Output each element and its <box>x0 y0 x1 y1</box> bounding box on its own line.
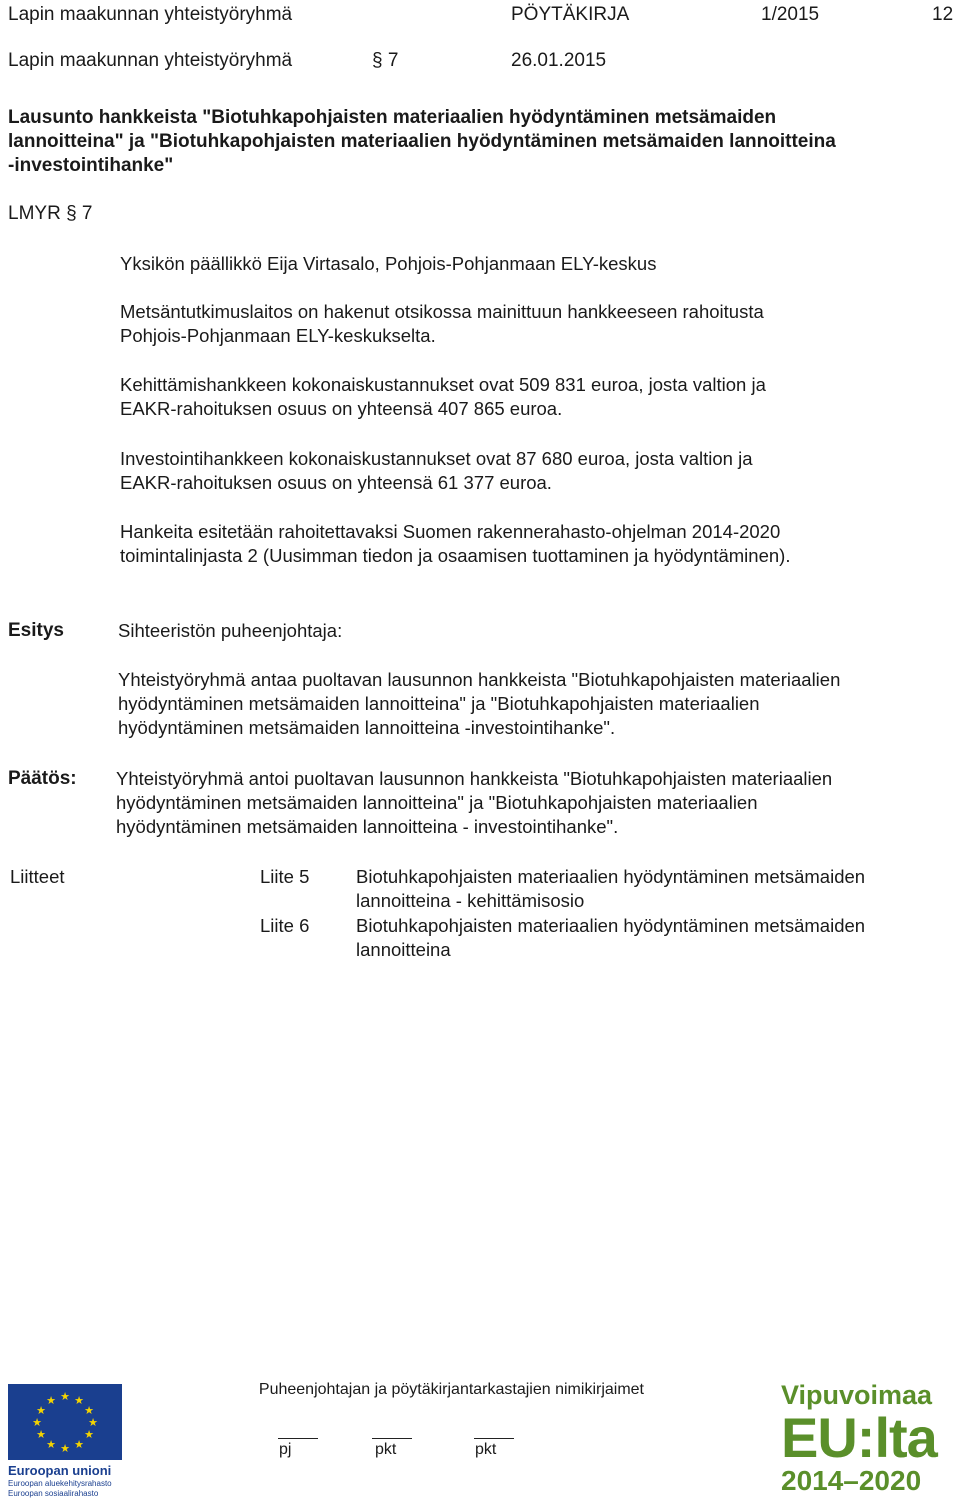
liitteet-label: Liitteet <box>10 866 65 887</box>
signature-label-pkt: pkt <box>475 1441 497 1458</box>
vipuvoimaa-text: Vipuvoimaa <box>781 1380 933 1410</box>
title-line: Lausunto hankkeista "Biotuhkapohjaisten materiaalien hyödyntäminen metsämaiden <box>8 107 777 128</box>
paragraph-3 <box>120 447 950 495</box>
paragraph-line: EAKR-rahoituksen osuus on yhteensä 407 865 euroa. <box>120 398 563 419</box>
attachment-line: Biotuhkapohjaisten materiaalien hyödyntäminen metsämaiden <box>356 866 866 887</box>
paragraph-1 <box>120 300 950 348</box>
signature-line <box>278 1438 318 1439</box>
esitys-line: Yhteistyöryhmä antaa puoltavan lausunnon hankkeista "Biotuhkapohjaisten materiaalien <box>118 669 841 690</box>
svg-text:★: ★ <box>84 1404 94 1417</box>
eu-logo-subtitle: Euroopan sosiaalirahasto <box>8 1489 99 1498</box>
paragraph-line: Metsäntutkimuslaitos on hakenut otsikossa mainittuun hankkeeseen rahoitusta <box>120 301 764 322</box>
document-title <box>8 106 953 178</box>
svg-text:★: ★ <box>60 1442 70 1455</box>
title-line: -investointihanke" <box>8 155 174 176</box>
years-text: 2014–2020 <box>781 1465 922 1496</box>
eulta-text: EU:lta <box>781 1406 937 1469</box>
svg-text:★: ★ <box>46 1438 56 1451</box>
title-line: lannoitteina" ja "Biotuhkapohjaisten materiaalien hyödyntäminen metsämaiden lannoitteina <box>8 131 836 152</box>
attachment-id: Liite 6 <box>260 915 310 936</box>
esitys-text <box>118 668 948 740</box>
attachment-title <box>356 914 865 962</box>
attachment-line: lannoitteina - kehittämisosio <box>356 890 585 911</box>
esitys-line: hyödyntäminen metsämaiden lannoitteina" ja "Biotuhkapohjaisten materiaalien <box>118 693 760 714</box>
header-org: Lapin maakunnan yhteistyöryhmä <box>8 4 293 25</box>
signature-label-pkt: pkt <box>375 1441 397 1458</box>
paatos-line: hyödyntäminen metsämaiden lannoitteina" ja "Biotuhkapohjaisten materiaalien <box>116 792 758 813</box>
paatos-text <box>116 767 946 839</box>
svg-text:★: ★ <box>36 1428 46 1441</box>
reference-code: LMYR § 7 <box>8 203 93 224</box>
svg-text:★: ★ <box>60 1390 70 1403</box>
section-org: Lapin maakunnan yhteistyöryhmä <box>8 50 293 71</box>
paatos-line: Yhteistyöryhmä antoi puoltavan lausunnon hankkeista "Biotuhkapohjaisten materiaalien <box>116 768 833 789</box>
paragraph-line: toimintalinjasta 2 (Uusimman tiedon ja osaamisen tuottaminen ja hyödyntäminen). <box>120 545 791 566</box>
paragraph-line: Investointihankkeen kokonaiskustannukset ovat 87 680 euroa, josta valtion ja <box>120 448 753 469</box>
attachment-id: Liite 5 <box>260 866 310 887</box>
signature-line <box>372 1438 412 1439</box>
attachment-line: lannoitteina <box>356 939 451 960</box>
eu-logo-title: Euroopan unioni <box>8 1463 112 1478</box>
presenter <box>120 252 950 276</box>
section-date: 26.01.2015 <box>511 50 607 71</box>
paatos-label: Päätös: <box>8 768 77 789</box>
signature-label-pj: pj <box>279 1441 292 1458</box>
paragraph-line: Pohjois-Pohjanmaan ELY-keskukselta. <box>120 325 436 346</box>
esitys-label: Esitys <box>8 620 64 641</box>
header-page-number: 12 <box>932 4 954 25</box>
esitys-line: hyödyntäminen metsämaiden lannoitteina -investointihanke". <box>118 717 616 738</box>
paragraph-line: EAKR-rahoituksen osuus on yhteensä 61 377 euroa. <box>120 472 552 493</box>
svg-text:★: ★ <box>32 1416 42 1429</box>
signature-line <box>474 1438 514 1439</box>
svg-text:★: ★ <box>88 1416 98 1429</box>
paatos-line: hyödyntäminen metsämaiden lannoitteina - investointihanke". <box>116 816 619 837</box>
svg-text:★: ★ <box>46 1394 56 1407</box>
vipuvoimaa-logo <box>781 1380 956 1502</box>
header-doc-type: PÖYTÄKIRJA <box>511 4 630 25</box>
paragraph-line: Hankeita esitetään rahoitettavaksi Suomen rakennerahasto-ohjelman 2014-2020 <box>120 521 781 542</box>
esitys-speaker: Sihteeristön puheenjohtaja: <box>118 620 343 641</box>
presenter-line: Yksikön päällikkö Eija Virtasalo, Pohjois-Pohjanmaan ELY-keskus <box>120 253 657 274</box>
signatures-title: Puheenjohtajan ja pöytäkirjantarkastajien nimikirjaimet <box>258 1381 644 1398</box>
svg-text:★: ★ <box>84 1428 94 1441</box>
section-number: § 7 <box>372 50 399 71</box>
svg-text:★: ★ <box>36 1404 46 1417</box>
eu-flag-icon <box>8 1384 122 1460</box>
attachment-line: Biotuhkapohjaisten materiaalien hyödyntäminen metsämaiden <box>356 915 866 936</box>
paragraph-4 <box>120 520 950 568</box>
eu-logo <box>8 1384 124 1502</box>
paragraph-2 <box>120 373 950 421</box>
svg-text:★: ★ <box>74 1394 84 1407</box>
eu-logo-subtitle: Euroopan aluekehitysrahasto <box>8 1479 112 1488</box>
paragraph-line: Kehittämishankkeen kokonaiskustannukset ovat 509 831 euroa, josta valtion ja <box>120 374 766 395</box>
attachment-title <box>356 865 865 913</box>
svg-text:★: ★ <box>74 1438 84 1451</box>
header-doc-number: 1/2015 <box>761 4 820 25</box>
